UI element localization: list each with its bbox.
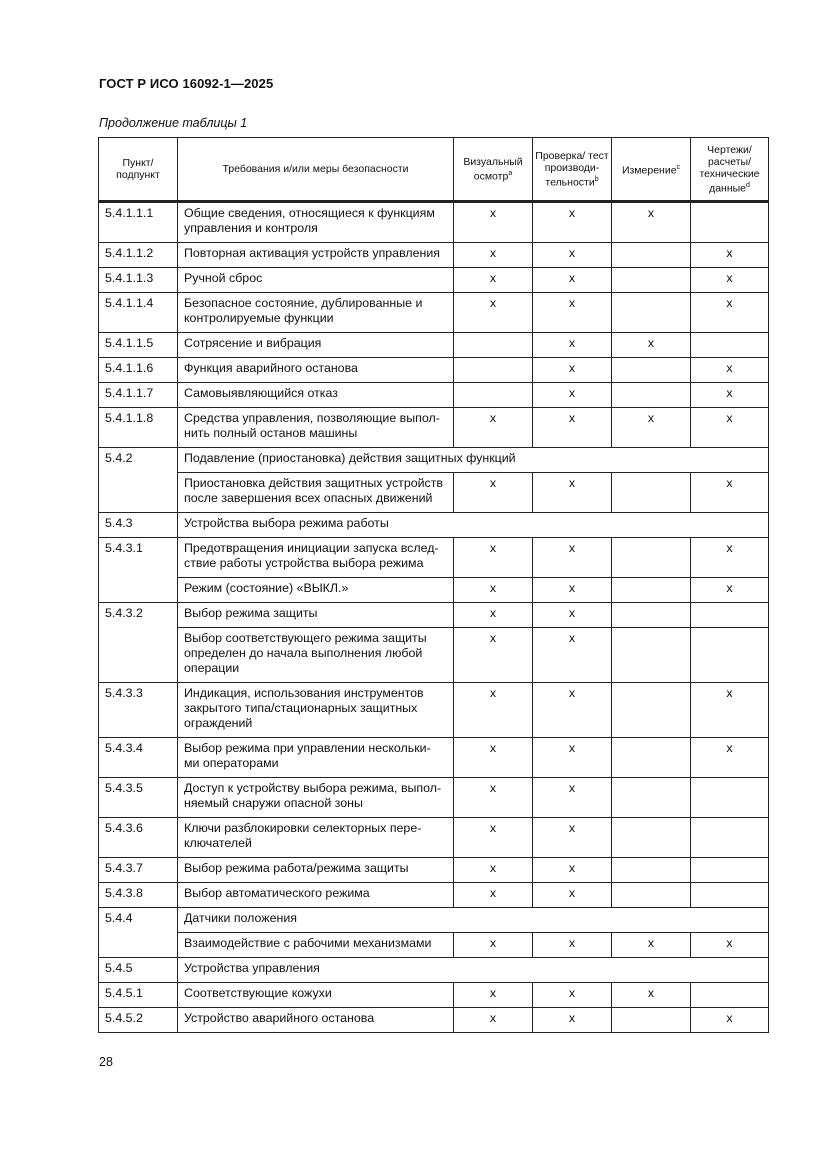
cell-drawings-mark [691, 883, 769, 908]
table-caption: Продолжение таблицы 1 [99, 116, 248, 130]
cell-measure-mark [612, 358, 691, 383]
table-row [99, 383, 769, 408]
cell-requirement: Соответствующие кожухи [178, 983, 454, 1008]
cell-visual-mark: x [454, 883, 533, 908]
col-header-item: Пункт/ подпункт [99, 138, 178, 202]
cell-requirement: Общие сведения, относящиеся к функциям управления и контроля [178, 202, 454, 243]
cell-drawings-mark [691, 778, 769, 818]
cell-measure-mark [612, 603, 691, 628]
cell-check-mark: x [533, 818, 612, 858]
cell-check-mark: x [533, 738, 612, 778]
cell-drawings-mark [691, 628, 769, 683]
cell-visual-mark: x [454, 408, 533, 448]
cell-measure-mark [612, 383, 691, 408]
cell-visual-mark: x [454, 1008, 533, 1033]
cell-check-mark: x [533, 473, 612, 513]
cell-measure-mark: x [612, 202, 691, 243]
table-row [99, 933, 769, 958]
cell-measure-mark [612, 858, 691, 883]
cell-drawings-mark: x [691, 408, 769, 448]
cell-measure-mark [612, 293, 691, 333]
cell-visual-mark: x [454, 603, 533, 628]
cell-drawings-mark: x [691, 473, 769, 513]
cell-item-number: 5.4.1.1.8 [99, 408, 178, 448]
cell-check-mark: x [533, 778, 612, 818]
col-header-measure: Измерение$^c$ [612, 138, 691, 202]
document-title: ГОСТ Р ИСО 16092-1—2025 [99, 76, 274, 91]
cell-drawings-mark: x [691, 243, 769, 268]
cell-drawings-mark [691, 603, 769, 628]
cell-check-mark: x [533, 628, 612, 683]
cell-check-mark: x [533, 202, 612, 243]
table-row [99, 958, 769, 983]
cell-requirement: Предотвращения инициации запуска вслед- ствие работы устройства выбора режима [178, 538, 454, 578]
cell-visual-mark: x [454, 243, 533, 268]
cell-drawings-mark: x [691, 268, 769, 293]
cell-requirement: Средства управления, позволяющие выпол- нить полный останов машины [178, 408, 454, 448]
cell-requirement: Режим (состояние) «ВЫКЛ.» [178, 578, 454, 603]
cell-item-number: 5.4.1.1.6 [99, 358, 178, 383]
cell-check-mark: x [533, 333, 612, 358]
cell-visual-mark [454, 333, 533, 358]
cell-visual-mark: x [454, 683, 533, 738]
cell-item-number: 5.4.1.1.7 [99, 383, 178, 408]
cell-item-number: 5.4.4 [99, 908, 178, 958]
cell-drawings-mark: x [691, 293, 769, 333]
cell-item-number: 5.4.3.5 [99, 778, 178, 818]
table-row [99, 858, 769, 883]
cell-requirement: Самовыявляющийся отказ [178, 383, 454, 408]
cell-measure-mark [612, 268, 691, 293]
col-header-visual: Визуальный осмотр$^a$ [454, 138, 533, 202]
cell-drawings-mark: x [691, 383, 769, 408]
cell-section-title: Подавление (приостановка) действия защитных функций [178, 448, 769, 473]
cell-check-mark: x [533, 933, 612, 958]
table-row [99, 333, 769, 358]
cell-drawings-mark [691, 818, 769, 858]
cell-requirement: Взаимодействие с рабочими механизмами [178, 933, 454, 958]
table-row [99, 683, 769, 738]
cell-check-mark: x [533, 578, 612, 603]
cell-requirement: Повторная активация устройств управления [178, 243, 454, 268]
cell-section-title: Датчики положения [178, 908, 769, 933]
cell-item-number: 5.4.3.3 [99, 683, 178, 738]
table-row [99, 243, 769, 268]
cell-visual-mark: x [454, 293, 533, 333]
cell-visual-mark: x [454, 738, 533, 778]
cell-check-mark: x [533, 383, 612, 408]
cell-measure-mark [612, 473, 691, 513]
cell-section-title: Устройства выбора режима работы [178, 513, 769, 538]
cell-requirement: Выбор режима при управлении нескольки- ми операторами [178, 738, 454, 778]
cell-measure-mark: x [612, 333, 691, 358]
cell-check-mark: x [533, 983, 612, 1008]
cell-check-mark: x [533, 883, 612, 908]
cell-visual-mark: x [454, 538, 533, 578]
cell-drawings-mark: x [691, 578, 769, 603]
cell-visual-mark: x [454, 778, 533, 818]
cell-requirement: Выбор автоматического режима [178, 883, 454, 908]
cell-drawings-mark: x [691, 1008, 769, 1033]
col-header-drawings: Чертежи/ расчеты/ технические данные$^d$ [691, 138, 769, 202]
cell-requirement: Выбор режима работа/режима защиты [178, 858, 454, 883]
cell-drawings-mark: x [691, 933, 769, 958]
cell-item-number: 5.4.1.1.5 [99, 333, 178, 358]
col-header-requirements: Требования и/или меры безопасности [178, 138, 454, 202]
table-row [99, 603, 769, 628]
cell-visual-mark: x [454, 268, 533, 293]
table-row [99, 983, 769, 1008]
cell-drawings-mark [691, 983, 769, 1008]
cell-measure-mark [612, 1008, 691, 1033]
col-header-check: Проверка/ тест производи- тельности$^b$ [533, 138, 612, 202]
requirements-table [98, 137, 769, 1033]
cell-check-mark: x [533, 603, 612, 628]
cell-measure-mark [612, 578, 691, 603]
cell-check-mark: x [533, 293, 612, 333]
cell-item-number: 5.4.3.8 [99, 883, 178, 908]
table-row [99, 202, 769, 243]
cell-visual-mark: x [454, 578, 533, 603]
cell-measure-mark: x [612, 933, 691, 958]
cell-item-number: 5.4.5 [99, 958, 178, 983]
cell-requirement: Ручной сброс [178, 268, 454, 293]
cell-item-number: 5.4.3.4 [99, 738, 178, 778]
cell-item-number: 5.4.2 [99, 448, 178, 513]
cell-check-mark: x [533, 538, 612, 578]
cell-requirement: Доступ к устройству выбора режима, выпол- няемый снаружи опасной зоны [178, 778, 454, 818]
cell-check-mark: x [533, 683, 612, 738]
cell-drawings-mark [691, 202, 769, 243]
cell-visual-mark [454, 383, 533, 408]
cell-item-number: 5.4.3.2 [99, 603, 178, 683]
cell-drawings-mark: x [691, 738, 769, 778]
cell-measure-mark [612, 538, 691, 578]
table-row [99, 473, 769, 513]
cell-requirement: Выбор соответствующего режима защиты определен до начала выполнения любой операции [178, 628, 454, 683]
table-row [99, 908, 769, 933]
cell-visual-mark: x [454, 202, 533, 243]
cell-measure-mark [612, 683, 691, 738]
cell-requirement: Индикация, использования инструментов закрытого типа/стационарных защитных ограждений [178, 683, 454, 738]
cell-requirement: Ключи разблокировки селекторных пере- ключателей [178, 818, 454, 858]
cell-item-number: 5.4.3.1 [99, 538, 178, 603]
cell-check-mark: x [533, 408, 612, 448]
table-row [99, 628, 769, 683]
table-row [99, 293, 769, 333]
cell-measure-mark [612, 628, 691, 683]
cell-check-mark: x [533, 268, 612, 293]
cell-item-number: 5.4.1.1.4 [99, 293, 178, 333]
cell-measure-mark [612, 883, 691, 908]
cell-visual-mark: x [454, 628, 533, 683]
cell-check-mark: x [533, 358, 612, 383]
cell-section-title: Устройства управления [178, 958, 769, 983]
table-header-row [99, 138, 769, 202]
cell-requirement: Безопасное состояние, дублированные и контролируемые функции [178, 293, 454, 333]
cell-visual-mark: x [454, 983, 533, 1008]
page-number: 28 [99, 1055, 113, 1069]
cell-drawings-mark: x [691, 683, 769, 738]
cell-visual-mark: x [454, 858, 533, 883]
cell-measure-mark [612, 243, 691, 268]
cell-requirement: Устройство аварийного останова [178, 1008, 454, 1033]
cell-check-mark: x [533, 858, 612, 883]
cell-item-number: 5.4.5.1 [99, 983, 178, 1008]
cell-visual-mark [454, 358, 533, 383]
table-row [99, 738, 769, 778]
cell-item-number: 5.4.1.1.3 [99, 268, 178, 293]
table-row [99, 408, 769, 448]
cell-measure-mark: x [612, 983, 691, 1008]
table-row [99, 578, 769, 603]
table-row [99, 513, 769, 538]
cell-requirement: Приостановка действия защитных устройств после завершения всех опасных движений [178, 473, 454, 513]
table-row [99, 883, 769, 908]
cell-drawings-mark: x [691, 538, 769, 578]
cell-requirement: Сотрясение и вибрация [178, 333, 454, 358]
cell-item-number: 5.4.5.2 [99, 1008, 178, 1033]
table-row [99, 268, 769, 293]
table-row [99, 1008, 769, 1033]
cell-drawings-mark [691, 858, 769, 883]
table-row [99, 818, 769, 858]
cell-item-number: 5.4.3.7 [99, 858, 178, 883]
cell-measure-mark [612, 738, 691, 778]
cell-item-number: 5.4.1.1.1 [99, 202, 178, 243]
cell-visual-mark: x [454, 473, 533, 513]
cell-measure-mark: x [612, 408, 691, 448]
table-row [99, 538, 769, 578]
cell-measure-mark [612, 778, 691, 818]
cell-visual-mark: x [454, 818, 533, 858]
cell-requirement: Функция аварийного останова [178, 358, 454, 383]
cell-item-number: 5.4.3.6 [99, 818, 178, 858]
cell-drawings-mark: x [691, 358, 769, 383]
table-row [99, 358, 769, 383]
table-row [99, 448, 769, 473]
cell-item-number: 5.4.1.1.2 [99, 243, 178, 268]
table-row [99, 778, 769, 818]
cell-check-mark: x [533, 243, 612, 268]
cell-check-mark: x [533, 1008, 612, 1033]
cell-visual-mark: x [454, 933, 533, 958]
cell-requirement: Выбор режима защиты [178, 603, 454, 628]
cell-measure-mark [612, 818, 691, 858]
cell-item-number: 5.4.3 [99, 513, 178, 538]
cell-drawings-mark [691, 333, 769, 358]
